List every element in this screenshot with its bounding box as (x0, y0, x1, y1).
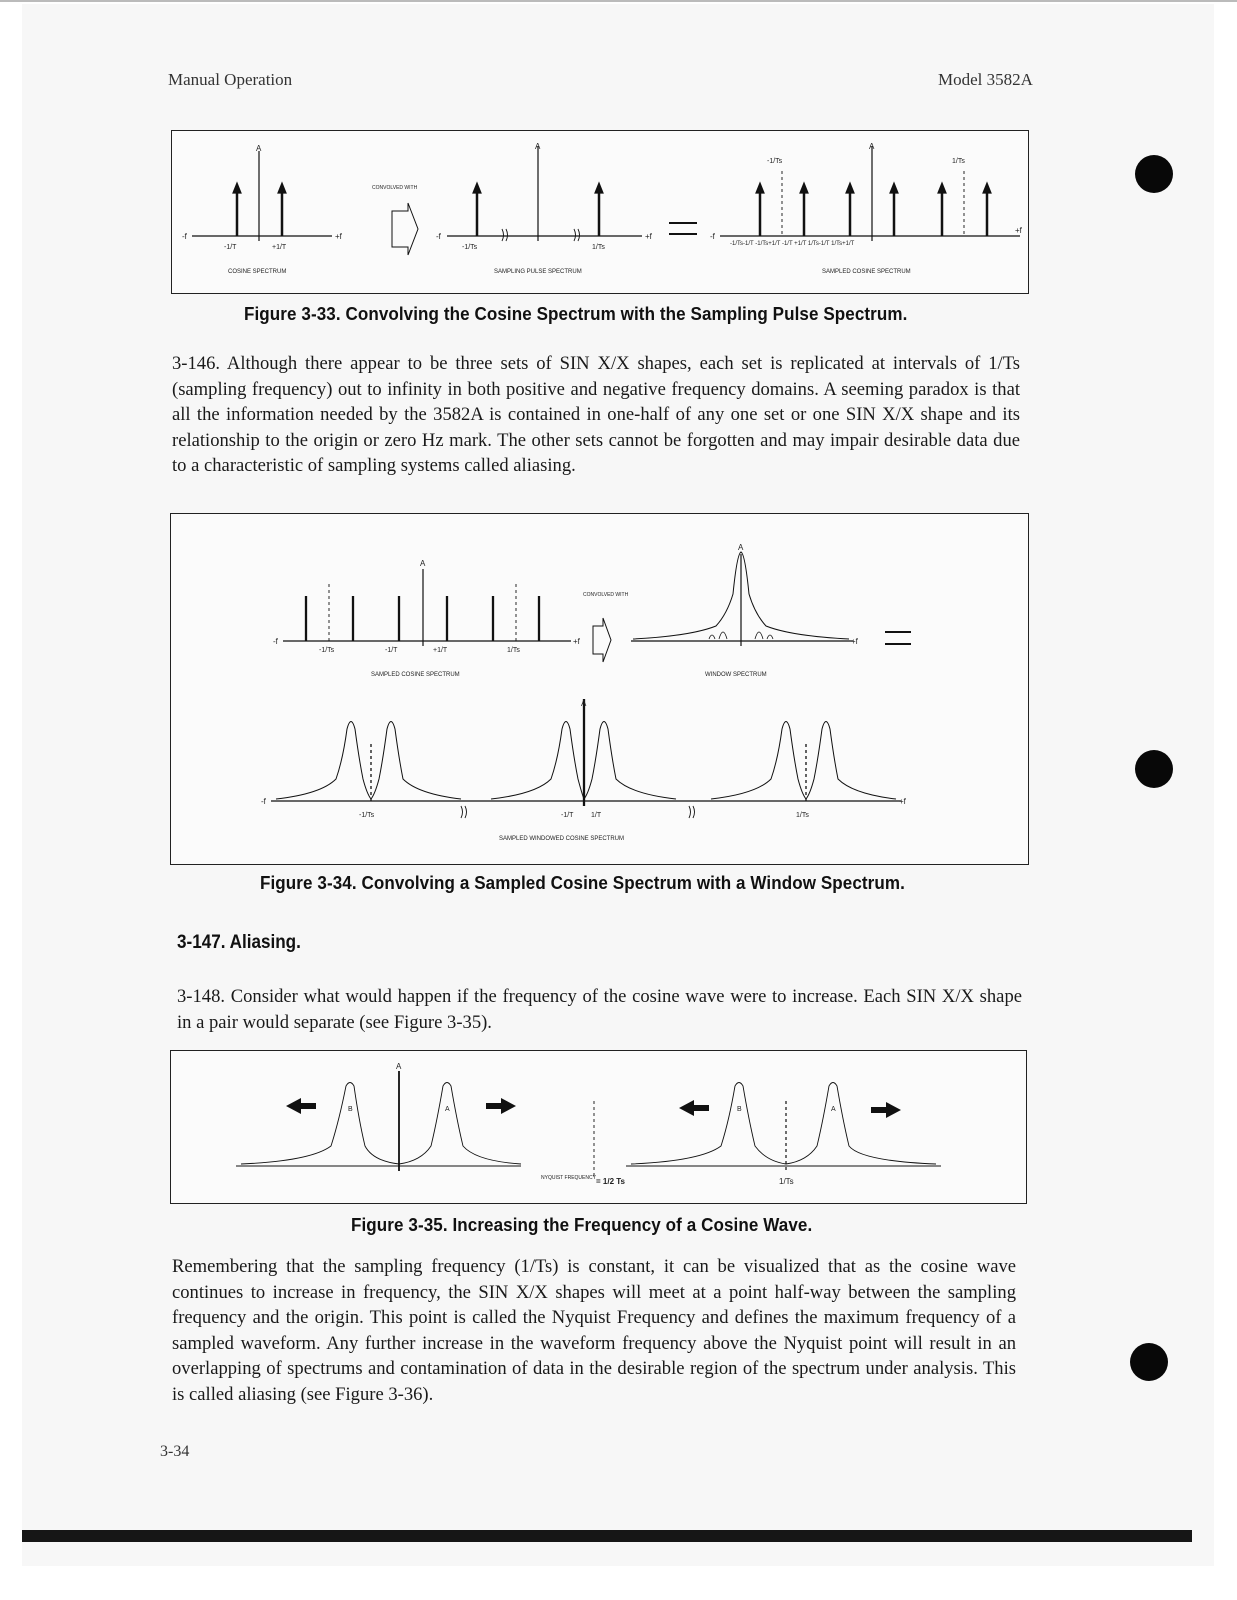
fig33-1-ts: 1/Ts (592, 244, 605, 251)
fig33-plus-1-t: +1/T (272, 244, 287, 251)
binder-hole-bottom (1130, 1343, 1168, 1381)
fig34-a-bottom: A (581, 699, 587, 708)
paragraph-3-148: 3-148. Consider what would happen if the frequency of the cosine wave were to increase. Each SIN X/X shape in a pair would separate (see Figure 3-35). (177, 986, 1022, 1033)
fig33-minus-1-t: -1/T (224, 244, 237, 251)
fig33-sampling-pulse-spectrum: SAMPLING PULSE SPECTRUM (494, 269, 582, 275)
figure-3-35 (170, 1050, 1027, 1204)
fig33-minus-f-3: -f (710, 232, 715, 241)
fig34-top-1-ts: 1/Ts (507, 647, 520, 654)
fig33-plus-f-3: +f (1015, 226, 1022, 235)
fig33-top-1-ts: 1/Ts (952, 158, 965, 165)
fig33-a-label-2: A (535, 142, 541, 151)
fig33-cosine-spectrum: COSINE SPECTRUM (228, 269, 287, 275)
fig34-a-window: A (738, 543, 744, 552)
figure-3-33-caption: Figure 3-33. Convolving the Cosine Spectrum with the Sampling Pulse Spectrum. (244, 303, 908, 324)
fig34-bottom-minus-1-ts: -1/Ts (359, 812, 375, 819)
fig34-bottom-1-t: 1/T (591, 812, 602, 819)
fig34-bottom-minus-1-t: -1/T (561, 812, 574, 819)
fig34-top-minus-1-t: -1/T (385, 647, 398, 654)
fig34-sampled-cosine-spectrum: SAMPLED COSINE SPECTRUM (371, 672, 460, 678)
fig33-bottom-ticks: -1/Ts-1/T -1/Ts+1/T -1/T +1/T 1/Ts-1/T 1/Ts+1/T (730, 241, 855, 247)
fig34-plus-f-2: +f (851, 637, 858, 646)
fig33-convolved-with: CONVOLVED WITH (372, 185, 418, 191)
figure-3-35-diagram (171, 1051, 1026, 1203)
figure-3-34-diagram (171, 514, 1028, 864)
figure-3-33 (171, 130, 1029, 294)
figure-3-34-caption: Figure 3-34. Convolving a Sampled Cosine Spectrum with a Window Spectrum. (260, 872, 905, 893)
fig33-minus-f-1: -f (182, 232, 187, 241)
fig34-plus-f-1: +f (573, 637, 580, 646)
fig34-plus-f-3: +f (899, 797, 906, 806)
fig34-a-top-left: A (420, 559, 426, 568)
header-section-title: Manual Operation (168, 70, 293, 89)
fig33-plus-f-1: +f (335, 232, 342, 241)
page-number: 3-34 (160, 1443, 190, 1460)
fig33-minus-f-2: -f (436, 232, 441, 241)
fig34-minus-f-3: -f (261, 797, 266, 806)
fig34-top-plus-1-t: +1/T (433, 647, 448, 654)
fig35-1-ts: 1/Ts (779, 1177, 794, 1186)
fig34-minus-f-1: -f (273, 637, 278, 646)
fig33-top-minus-1-ts: -1/Ts (767, 158, 783, 165)
fig35-a-alias: A (831, 1106, 836, 1113)
fig33-sampled-cosine-spectrum: SAMPLED COSINE SPECTRUM (822, 269, 911, 275)
fig34-window-spectrum: WINDOW SPECTRUM (705, 672, 767, 678)
fig35-nyquist: NYQUIST FREQUENCY (541, 1175, 596, 1181)
fig35-a-right: A (445, 1106, 450, 1113)
section-heading-3-147: 3-147. Aliasing. (177, 932, 301, 953)
fig33-a-label-3: A (869, 142, 875, 151)
fig33-plus-f-2: +f (645, 232, 652, 241)
binder-hole-top (1135, 155, 1173, 193)
figure-3-34 (170, 513, 1029, 865)
paragraph-3-146: 3-146. Although there appear to be three sets of SIN X/X shapes, each set is replicated at intervals of 1/Ts (sampling frequency) out to infinity in both positive and negative frequency domains. A seeming paradox is that all the information needed by the 3582A is contained in one-half of any one set or one SIN X/X shape and its relationship to the origin or zero Hz mark. The other sets cannot be forgotten and may impair desirable data due to a characteristic of sampling systems called aliasing. (172, 353, 1020, 477)
fig34-sampled-windowed: SAMPLED WINDOWED COSINE SPECTRUM (499, 836, 625, 842)
figure-3-33-diagram (172, 131, 1028, 293)
fig35-half-ts: = 1/2 Ts (596, 1177, 625, 1186)
binder-hole-middle (1135, 750, 1173, 788)
paragraph-nyquist: Remembering that the sampling frequency (1/Ts) is constant, it can be visualized that as the cosine wave continues to increase in frequency, the SIN X/X shapes will meet at a point half-way between the sampling frequency and the origin. This point is called the Nyquist Frequency and defines the maximum frequency of a sampled waveform. Any further increase in the waveform frequency above the Nyquist point will result in an overlapping of spectrums and contamination of data in the desirable region of the spectrum under analysis. This is called aliasing (see Figure 3-36). (172, 1256, 1016, 1405)
fig35-b-left: B (348, 1106, 353, 1113)
fig34-convolved-with: CONVOLVED WITH (583, 592, 629, 598)
fig35-a-center: A (396, 1062, 402, 1071)
figure-3-35-caption: Figure 3-35. Increasing the Frequency of a Cosine Wave. (351, 1214, 813, 1235)
top-edge-line (0, 0, 1237, 2)
scan-bottom-edge (22, 1530, 1192, 1542)
fig34-bottom-1-ts: 1/Ts (796, 812, 809, 819)
header-model-number: Model 3582A (938, 70, 1033, 89)
fig33-minus-1-ts: -1/Ts (462, 244, 478, 251)
fig34-top-minus-1-ts: -1/Ts (319, 647, 335, 654)
fig33-a-label-1: A (256, 144, 262, 153)
fig35-b-alias: B (737, 1106, 742, 1113)
